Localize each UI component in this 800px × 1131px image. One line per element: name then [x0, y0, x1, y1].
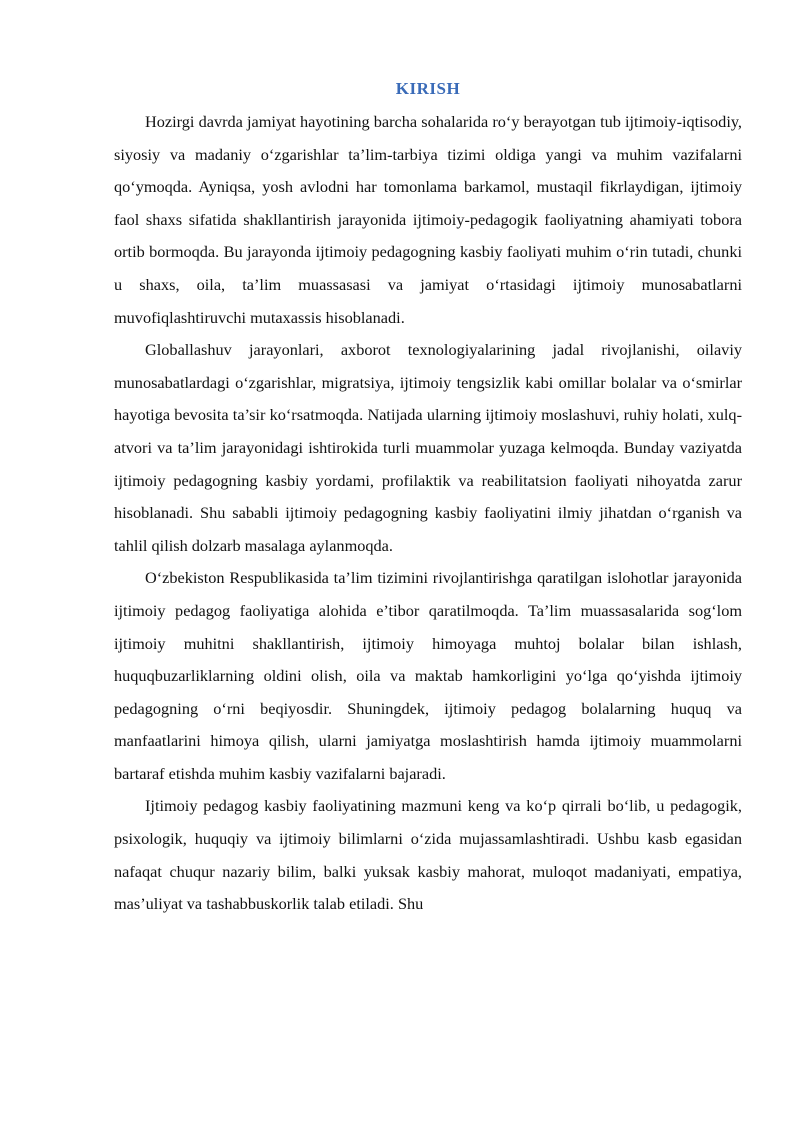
- section-heading: KIRISH: [395, 79, 461, 98]
- paragraph-3: O‘zbekiston Respublikasida ta’lim tizimini rivojlantirishga qaratilgan islohotlar jarayonida ijtimoiy pedagog faoliyatiga alohida e’tibor qaratilmoqda. Ta’lim muassasalarida sog‘lom ijtimoiy muhitni shakllantirish, ijtimoiy himoyaga muhtoj bolalar bilan ishlash, huquqbuzarliklarning oldini olish, oila va maktab hamkorligini yo‘lga qo‘yishda ijtimoiy pedagogning o‘rni beqiyosdir. Shuningdek, ijtimoiy pedagog bolalarning huquq va manfaatlarini himoya qilish, ularni jamiyatga moslashtirish hamda ijtimoiy muammolarni bartaraf etishda muhim kasbiy vazifalarni bajaradi.: [114, 568, 742, 783]
- paragraph-2: Globallashuv jarayonlari, axborot texnologiyalarining jadal rivojlanishi, oilaviy munosabatlardagi o‘zgarishlar, migratsiya, ijtimoiy tengsizlik kabi omillar bolalar va o‘smirlar hayotiga bevosita ta’sir ko‘rsatmoqda. Natijada ularning ijtimoiy moslashuvi, ruhiy holati, xulq-atvori va ta’lim jarayonidagi ishtirokida turli muammolar yuzaga kelmoqda. Bunday vaziyatda ijtimoiy pedagogning kasbiy yordami, profilaktik va reabilitatsion faoliyati nihoyatda zarur hisoblanadi. Shu sababli ijtimoiy pedagogning kasbiy faoliyatini ilmiy jihatdan o‘rganish va tahlil qilish dolzarb masalaga aylanmoqda.: [114, 340, 742, 555]
- paragraph-1: Hozirgi davrda jamiyat hayotining barcha sohalarida ro‘y berayotgan tub ijtimoiy-iqtisodiy, siyosiy va madaniy o‘zgarishlar ta’lim-tarbiya tizimi oldiga yangi va muhim vazifalarni qo‘ymoqda. Ayniqsa, yosh avlodni har tomonlama barkamol, mustaqil fikrlaydigan, ijtimoiy faol shaxs sifatida shakllantirish jarayonida ijtimoiy-pedagogik faoliyatning ahamiyati tobora ortib bormoqda. Bu jarayonda ijtimoiy pedagogning kasbiy faoliyati muhim o‘rin tutadi, chunki u shaxs, oila, ta’lim muassasasi va jamiyat o‘rtasidagi ijtimoiy munosabatlarni muvofiqlashtiruvchi mutaxassis hisoblanadi.: [114, 112, 742, 327]
- document-page: [114, 76, 742, 921]
- paragraph-4: Ijtimoiy pedagog kasbiy faoliyatining mazmuni keng va ko‘p qirrali bo‘lib, u pedagogik, psixologik, huquqiy va ijtimoiy bilimlarni o‘zida mujassamlashtiradi. Ushbu kasb egasidan nafaqat chuqur nazariy bilim, balki yuksak kasbiy mahorat, muloqot madaniyati, empatiya, mas’uliyat va tashabbuskorlik talab etiladi. Shu: [114, 796, 742, 914]
